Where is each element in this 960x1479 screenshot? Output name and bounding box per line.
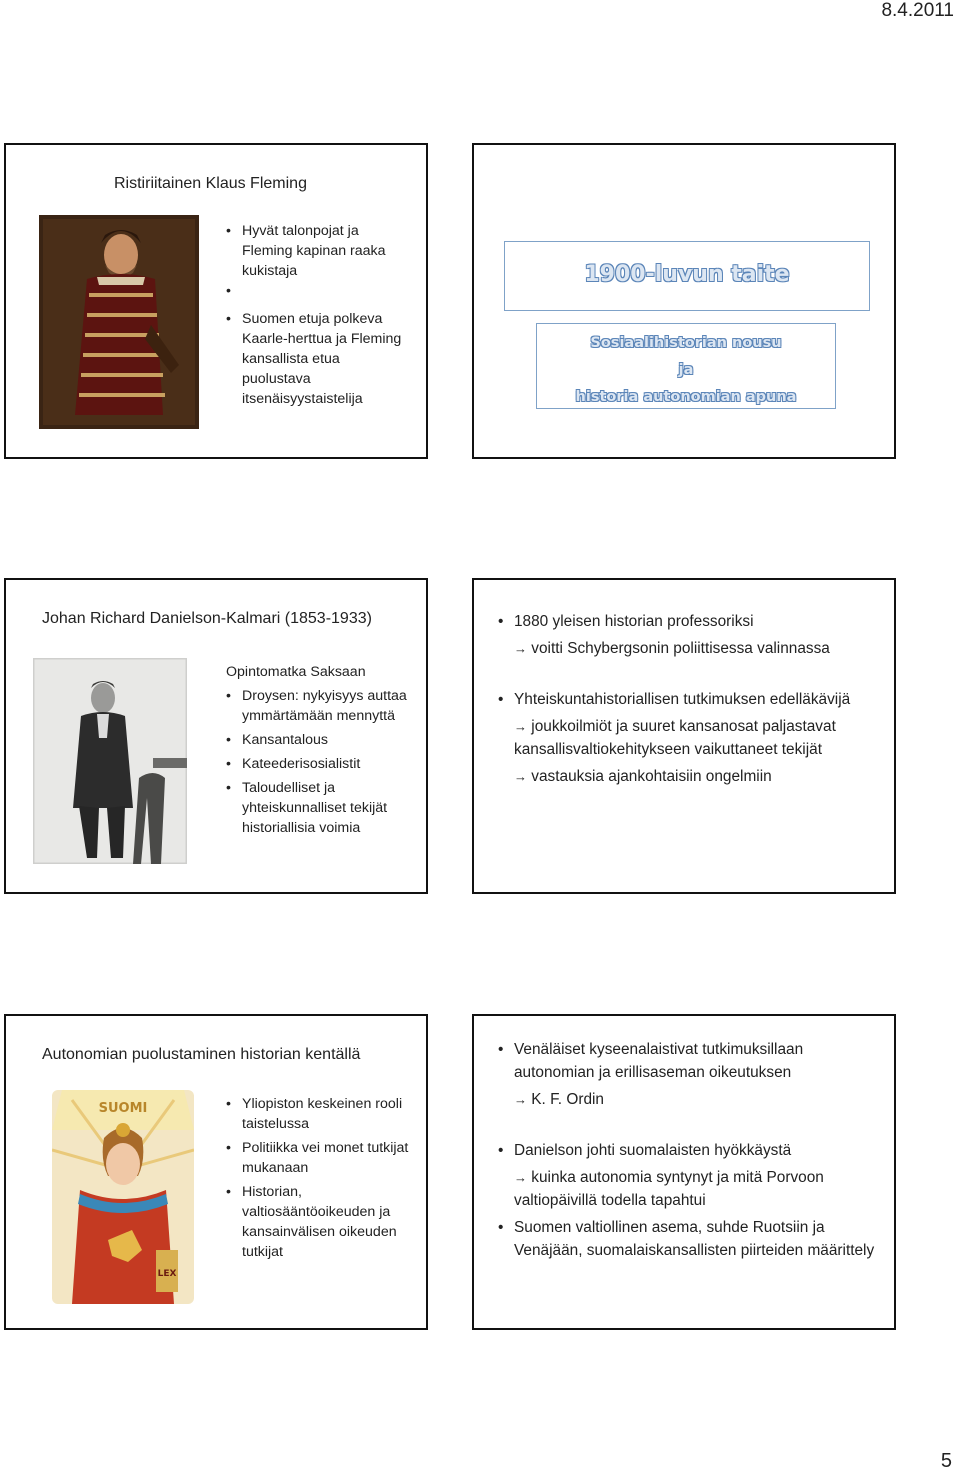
bullet-item: • Suomen etuja polkeva Kaarle-herttua ja Fleming kansallista etua puolustava itsenäisyystaistelija bbox=[226, 309, 406, 409]
arrow-item: → voitti Schybergsonin poliittisessa valinnassa bbox=[514, 640, 830, 657]
intro-text: Opintomatka Saksaan bbox=[226, 664, 366, 680]
bullet-list bbox=[226, 658, 410, 838]
arrow-icon: → bbox=[514, 719, 527, 734]
bullet-list bbox=[496, 610, 884, 788]
bullet-list bbox=[226, 1094, 410, 1262]
book-text: LEX bbox=[157, 1269, 177, 1279]
poster-image bbox=[52, 1090, 194, 1304]
bullet-item: • Taloudelliset ja yhteiskunnalliset tekijät historiallisia voimia bbox=[226, 778, 410, 838]
slide-title: Autonomian puolustaminen historian kentällä bbox=[42, 1046, 361, 1063]
portrait-image bbox=[33, 658, 187, 864]
bullet-item: • Venäläiset kyseenalaistivat tutkimuksillaan autonomian ja erillisaseman oikeutuksen bbox=[496, 1038, 884, 1084]
bullet-list bbox=[496, 1038, 884, 1262]
title-box bbox=[504, 241, 870, 311]
slide-venalaiset bbox=[472, 1014, 896, 1330]
bullet-item: • Hyvät talonpojat ja Fleming kapinan raaka kukistaja bbox=[226, 221, 406, 281]
slide-danielson-kalmari bbox=[4, 578, 428, 894]
arrow-item: → vastauksia ajankohtaisiin ongelmiin bbox=[514, 768, 772, 785]
bullet-item: • Politiikka vei monet tutkijat mukanaan bbox=[226, 1138, 410, 1178]
slide-autonomian-puolustaminen bbox=[4, 1014, 428, 1330]
bullet-item: • Yliopiston keskeinen rooli taistelussa bbox=[226, 1094, 410, 1134]
arrow-icon: → bbox=[514, 1170, 527, 1185]
bullet-item: • Suomen valtiollinen asema, suhde Ruotsiin ja Venäjään, suomalaiskansallisten piirteiden määrittely bbox=[496, 1216, 884, 1262]
poster-text: SUOMI bbox=[98, 1101, 148, 1116]
slide-klaus-fleming bbox=[4, 143, 428, 459]
subtitle-line: Sosiaalihistorian nousu bbox=[590, 335, 782, 351]
bullet-list bbox=[226, 221, 406, 409]
arrow-icon: → bbox=[514, 769, 527, 784]
arrow-item: → kuinka autonomia syntynyt ja mitä Porvoon valtiopäivillä todella tapahtui bbox=[514, 1169, 824, 1209]
arrow-icon: → bbox=[514, 1092, 527, 1107]
header-date: 8.4.2011 bbox=[881, 0, 954, 21]
bullet-item: • Yhteiskuntahistoriallisen tutkimuksen edelläkävijä bbox=[496, 688, 884, 711]
page-number: 5 bbox=[940, 1450, 952, 1472]
portrait-image bbox=[39, 215, 199, 429]
bullet-item: • Kateederisosialistit bbox=[226, 754, 410, 774]
slide-title: Johan Richard Danielson-Kalmari (1853-1933) bbox=[42, 610, 372, 627]
bullet-item: • Droysen: nykyisyys auttaa ymmärtämään mennyttä bbox=[226, 686, 410, 726]
slide-1900-luvun-taite bbox=[472, 143, 896, 459]
arrow-item: → K. F. Ordin bbox=[514, 1091, 604, 1108]
bullet-item: • 1880 yleisen historian professoriksi bbox=[496, 610, 884, 633]
arrow-icon: → bbox=[514, 641, 527, 656]
bullet-item: • Danielson johti suomalaisten hyökkäystä bbox=[496, 1139, 884, 1162]
slide-title: 1900-luvun taite bbox=[584, 262, 790, 287]
subtitle-line: historia autonomian apuna bbox=[575, 389, 797, 405]
subtitle-box bbox=[536, 323, 836, 409]
bullet-item: • Historian, valtiosääntöoikeuden ja kansainvälisen oikeuden tutkijat bbox=[226, 1182, 410, 1262]
slide-title: Ristiriitainen Klaus Fleming bbox=[114, 175, 307, 192]
slide-professori bbox=[472, 578, 896, 894]
subtitle-line: ja bbox=[678, 362, 694, 378]
bullet-item: • Kansantalous bbox=[226, 730, 410, 750]
arrow-item: → joukkoilmiöt ja suuret kansanosat paljastavat kansallisvaltiokehitykseen vaikuttaneet tekijät bbox=[514, 718, 836, 758]
